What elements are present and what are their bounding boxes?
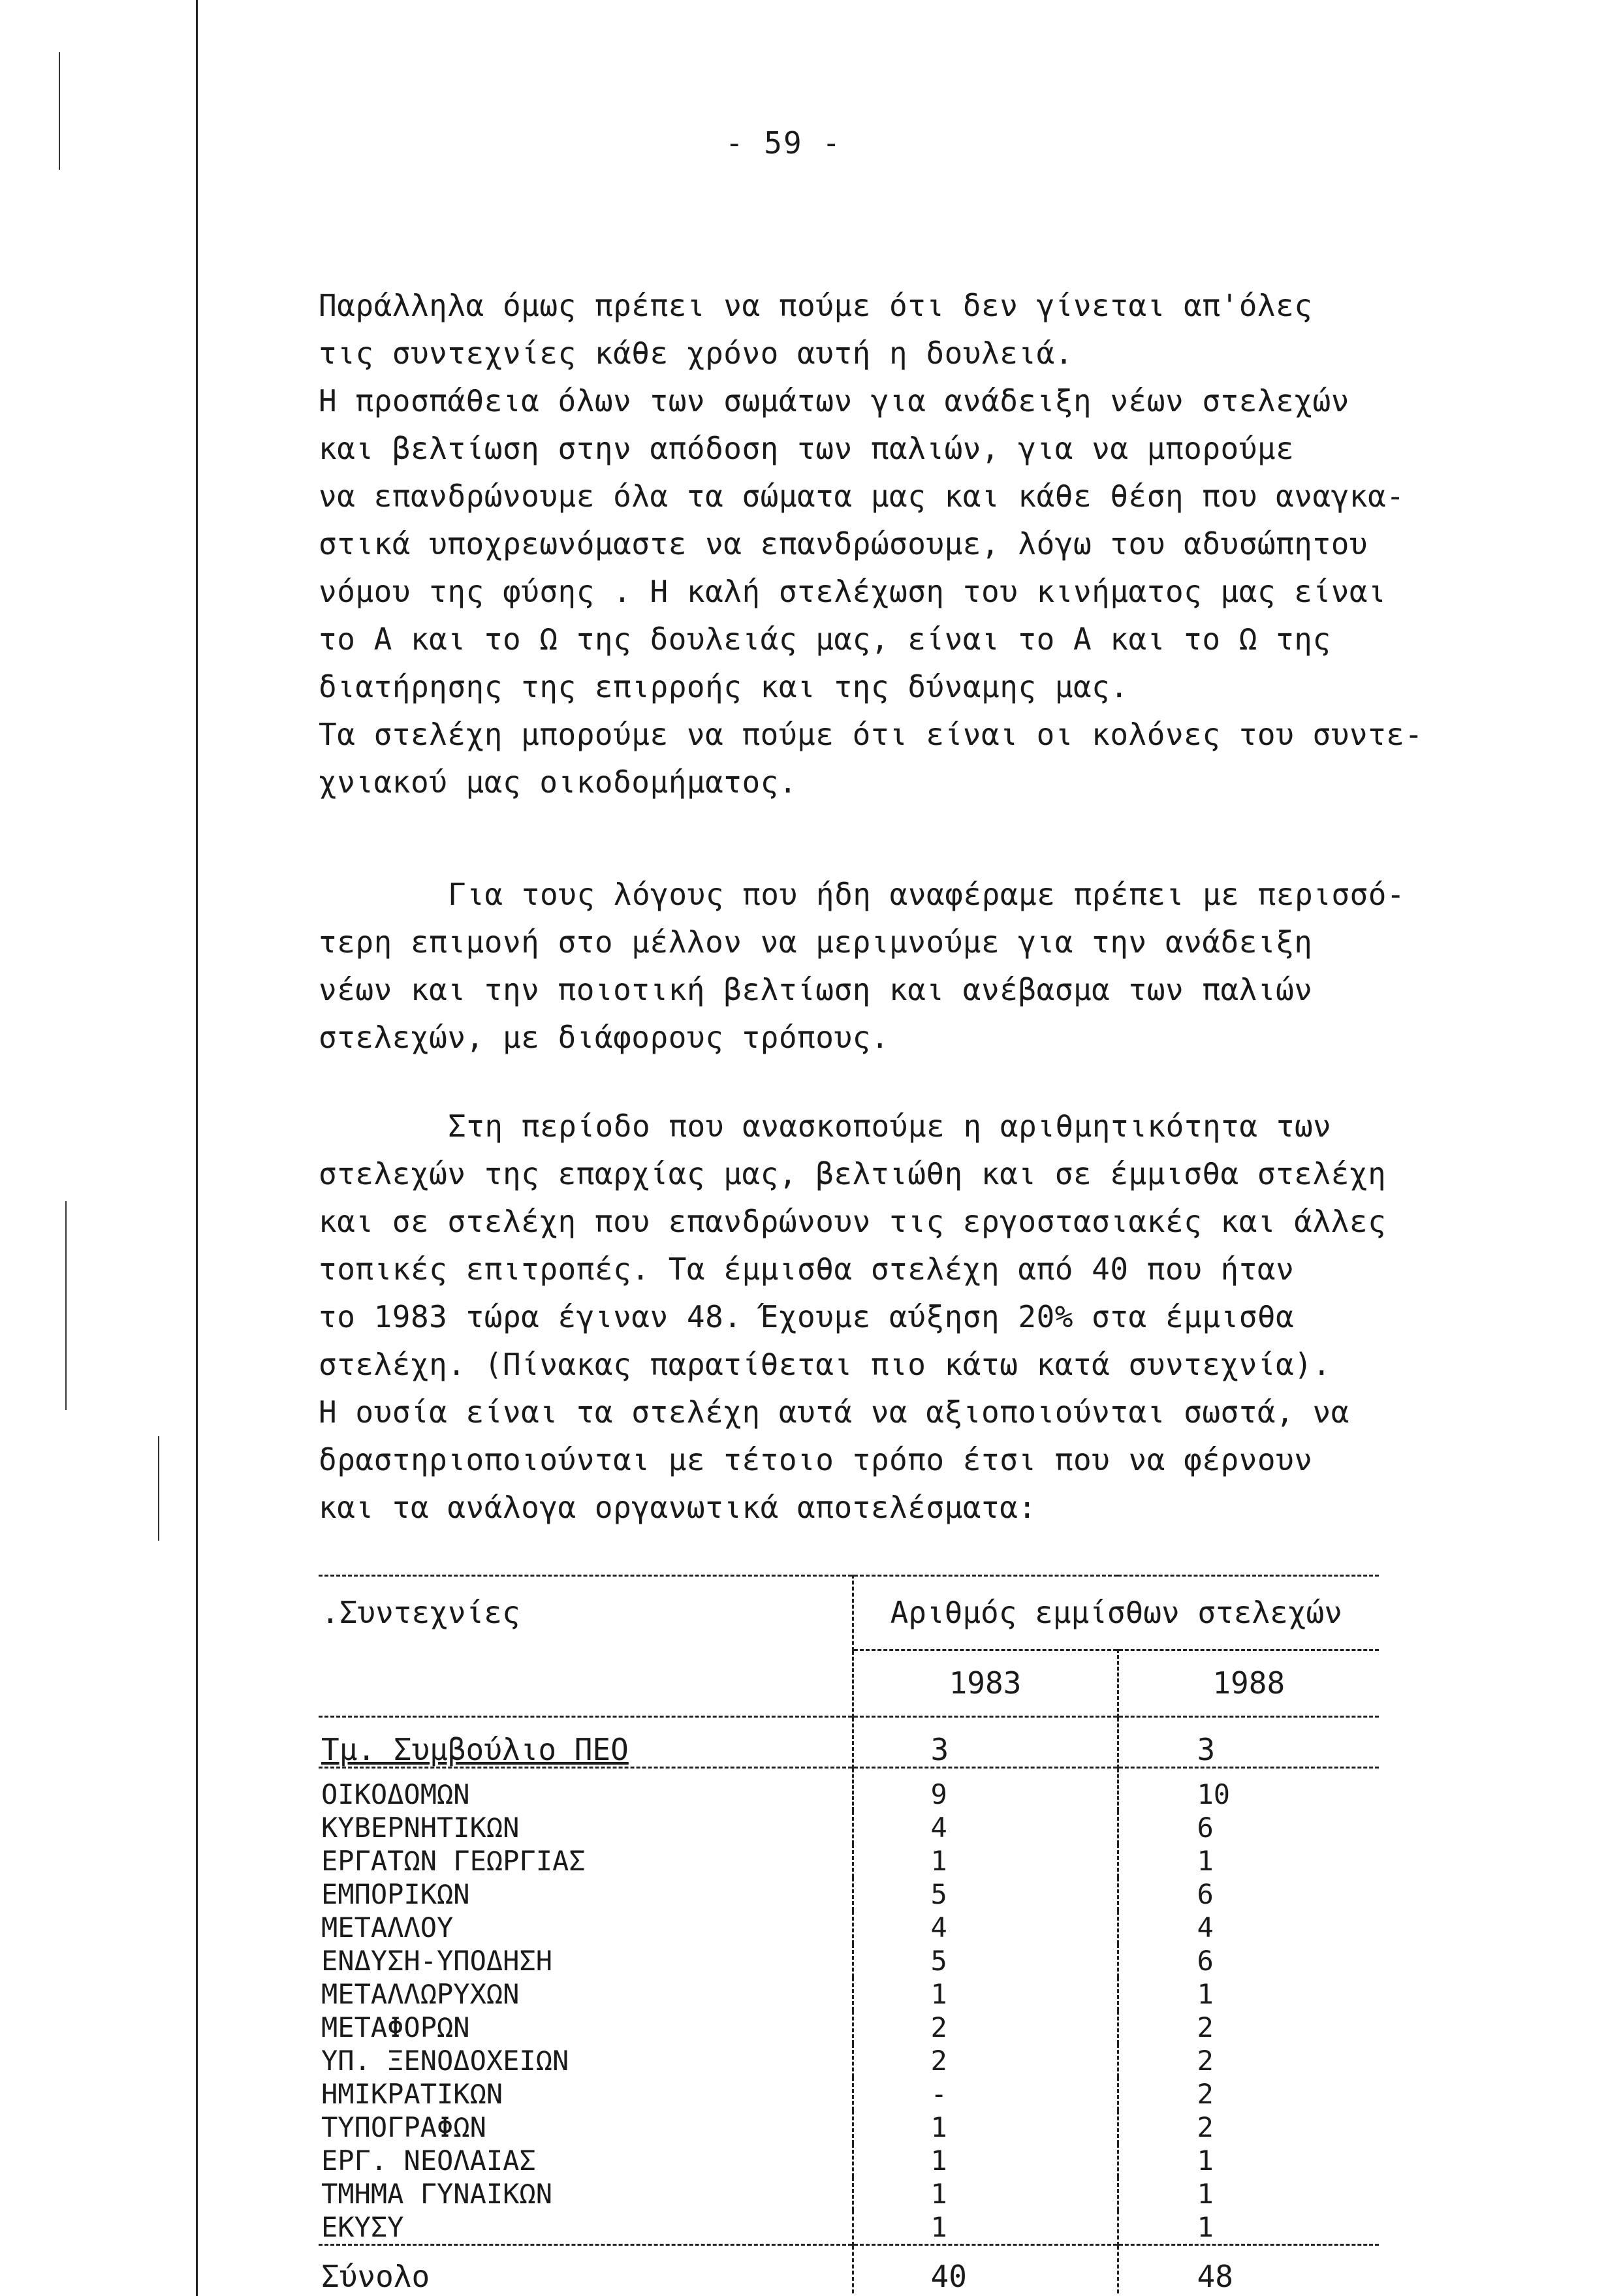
value-1988: 1 [1118, 2144, 1379, 2177]
value-1988: 1 [1118, 1844, 1379, 1878]
value-1983: 1 [853, 2210, 1118, 2245]
union-name: ΕΝΔΥΣΗ-ΥΠΟΔΗΣΗ [321, 1945, 553, 1977]
union-name: ΟΙΚΟΔΟΜΩΝ [321, 1778, 470, 1810]
council-name: Τμ. Συμβούλιο ΠΕΟ [321, 1732, 629, 1767]
value-1988: 1 [1118, 2177, 1379, 2210]
table-row [319, 1811, 1379, 1844]
year-1983: 1983 [853, 1650, 1118, 1717]
table-header-row [319, 1576, 1379, 1650]
value-1988: 2 [1118, 2044, 1379, 2077]
value-1983: - [853, 2077, 1118, 2111]
value-1983: 1 [853, 2144, 1118, 2177]
union-name: ΥΠ. ΞΕΝΟΔΟΧΕΙΩΝ [321, 2045, 569, 2077]
union-name: ΤΜΗΜΑ ΓΥΝΑΙΚΩΝ [321, 2178, 553, 2210]
union-name: ΜΕΤΑΦΟΡΩΝ [321, 2011, 470, 2043]
scan-margin-mark [59, 52, 60, 170]
scan-margin-mark [65, 1201, 67, 1410]
binding-margin-line [196, 0, 198, 2296]
council-1988: 3 [1118, 1717, 1379, 1768]
value-1983: 1 [853, 2177, 1118, 2210]
council-1983: 3 [853, 1717, 1118, 1768]
table-row [319, 1768, 1379, 1812]
value-1988: 10 [1118, 1768, 1379, 1812]
value-1988: 1 [1118, 1977, 1379, 2011]
table-row [319, 2011, 1379, 2044]
union-name: ΚΥΒΕΡΝΗΤΙΚΩΝ [321, 1812, 520, 1844]
value-1983: 4 [853, 1811, 1118, 1844]
value-1988: 4 [1118, 1911, 1379, 1944]
table-row-council [319, 1717, 1379, 1768]
table-row [319, 2077, 1379, 2111]
value-1983: 1 [853, 2111, 1118, 2144]
union-name: ΗΜΙΚΡΑΤΙΚΩΝ [321, 2078, 503, 2110]
value-1988: 6 [1118, 1811, 1379, 1844]
union-name: ΜΕΤΑΛΛΟΥ [321, 1911, 454, 1943]
value-1988: 6 [1118, 1878, 1379, 1911]
paragraph-1: Παράλληλα όμως πρέπει να πούμε ότι δεν γίνεται απ'όλες τις συντεχνίες κάθε χρόνο αυτή η δουλειά. Η προσπάθεια όλων των σωμάτων για ανάδειξη νέων στελεχών και βελτίωση στην απόδοση των παλιών, για να μπορούμε να επανδρώνουμε όλα τα σώματα μας και κάθε θέση που αναγκα- στικά υποχρεωνόμαστε να επανδρώσουμε, λόγω του αδυσώπητου νόμου της φύσης . Η καλή στελέχωση του κινήματος μας είναι το Α και το Ω της δουλειάς μας, είναι το Α και το Ω της διατήρησης της επιρροής και της δύναμης μας. Τα στελέχη μπορούμε να πούμε ότι είναι οι κολόνες του συντε- χνιακού μας οικοδομήματος. [319, 288, 1423, 800]
value-1988: 2 [1118, 2011, 1379, 2044]
table-row-total [319, 2245, 1379, 2294]
table-row [319, 2144, 1379, 2177]
total-1988: 48 [1118, 2245, 1379, 2294]
union-name: ΕΚΥΣΥ [321, 2211, 404, 2243]
value-1983: 2 [853, 2044, 1118, 2077]
staff-table [319, 1575, 1379, 2293]
table-body [319, 1768, 1379, 2245]
union-name: ΤΥΠΟΓΡΑΦΩΝ [321, 2111, 486, 2143]
table-row [319, 2111, 1379, 2144]
value-1983: 1 [853, 1844, 1118, 1878]
table-row [319, 1911, 1379, 1944]
table-row [319, 1844, 1379, 1878]
table-row [319, 1977, 1379, 2011]
value-1988: 2 [1118, 2077, 1379, 2111]
union-name: ΕΜΠΟΡΙΚΩΝ [321, 1878, 470, 1910]
page-number: - 59 - [725, 125, 842, 161]
value-1983: 4 [853, 1911, 1118, 1944]
table-row [319, 2210, 1379, 2245]
value-1983: 9 [853, 1768, 1118, 1812]
value-1983: 5 [853, 1878, 1118, 1911]
value-1983: 5 [853, 1944, 1118, 1977]
table-row [319, 1878, 1379, 1911]
union-name: ΕΡΓΑΤΩΝ ΓΕΩΡΓΙΑΣ [321, 1845, 586, 1877]
table-row [319, 1944, 1379, 1977]
union-name: ΕΡΓ. ΝΕΟΛΑΙΑΣ [321, 2145, 536, 2177]
table-row [319, 2044, 1379, 2077]
table-row [319, 2177, 1379, 2210]
year-1988: 1988 [1118, 1650, 1379, 1717]
total-1983: 40 [853, 2245, 1118, 2294]
scan-margin-mark [158, 1436, 159, 1541]
column-header-unions: .Συντεχνίες [321, 1595, 520, 1630]
value-1983: 2 [853, 2011, 1118, 2044]
value-1983: 1 [853, 1977, 1118, 2011]
value-1988: 6 [1118, 1944, 1379, 1977]
value-1988: 1 [1118, 2210, 1379, 2245]
column-header-group: Αριθμός εμμίσθων στελεχών [853, 1576, 1379, 1650]
union-name: ΜΕΤΑΛΛΩΡΥΧΩΝ [321, 1978, 520, 2010]
total-label: Σύνολο [321, 2259, 430, 2294]
paragraph-2: Για τους λόγους που ήδη αναφέραμε πρέπει με περισσό- τερη επιμονή στο μέλλον να μεριμνούμε για την ανάδειξη νέων και την ποιοτική βελτίωση και ανέβασμα των παλιών στελεχών, με διάφορους τρόπους. [319, 877, 1406, 1055]
value-1988: 2 [1118, 2111, 1379, 2144]
paragraph-3: Στη περίοδο που ανασκοπούμε η αριθμητικότητα των στελεχών της επαρχίας μας, βελτιώθη και σε έμμισθα στελέχη και σε στελέχη που επανδρώνουν τις εργοστασιακές και άλλες τοπικές επιτροπές. Τα έμμισθα στελέχη από 40 που ήταν το 1983 τώρα έγιναν 48. Έχουμε αύξηση 20% στα έμμισθα στελέχη. (Πίνακας παρατίθεται πιο κάτω κατά συντεχνία). Η ουσία είναι τα στελέχη αυτά να αξιοποιούνται σωστά, να δραστηριοποιούνται με τέτοιο τρόπο έτσι που να φέρνουν και τα ανάλογα οργανωτικά αποτελέσματα: [319, 1109, 1387, 1525]
